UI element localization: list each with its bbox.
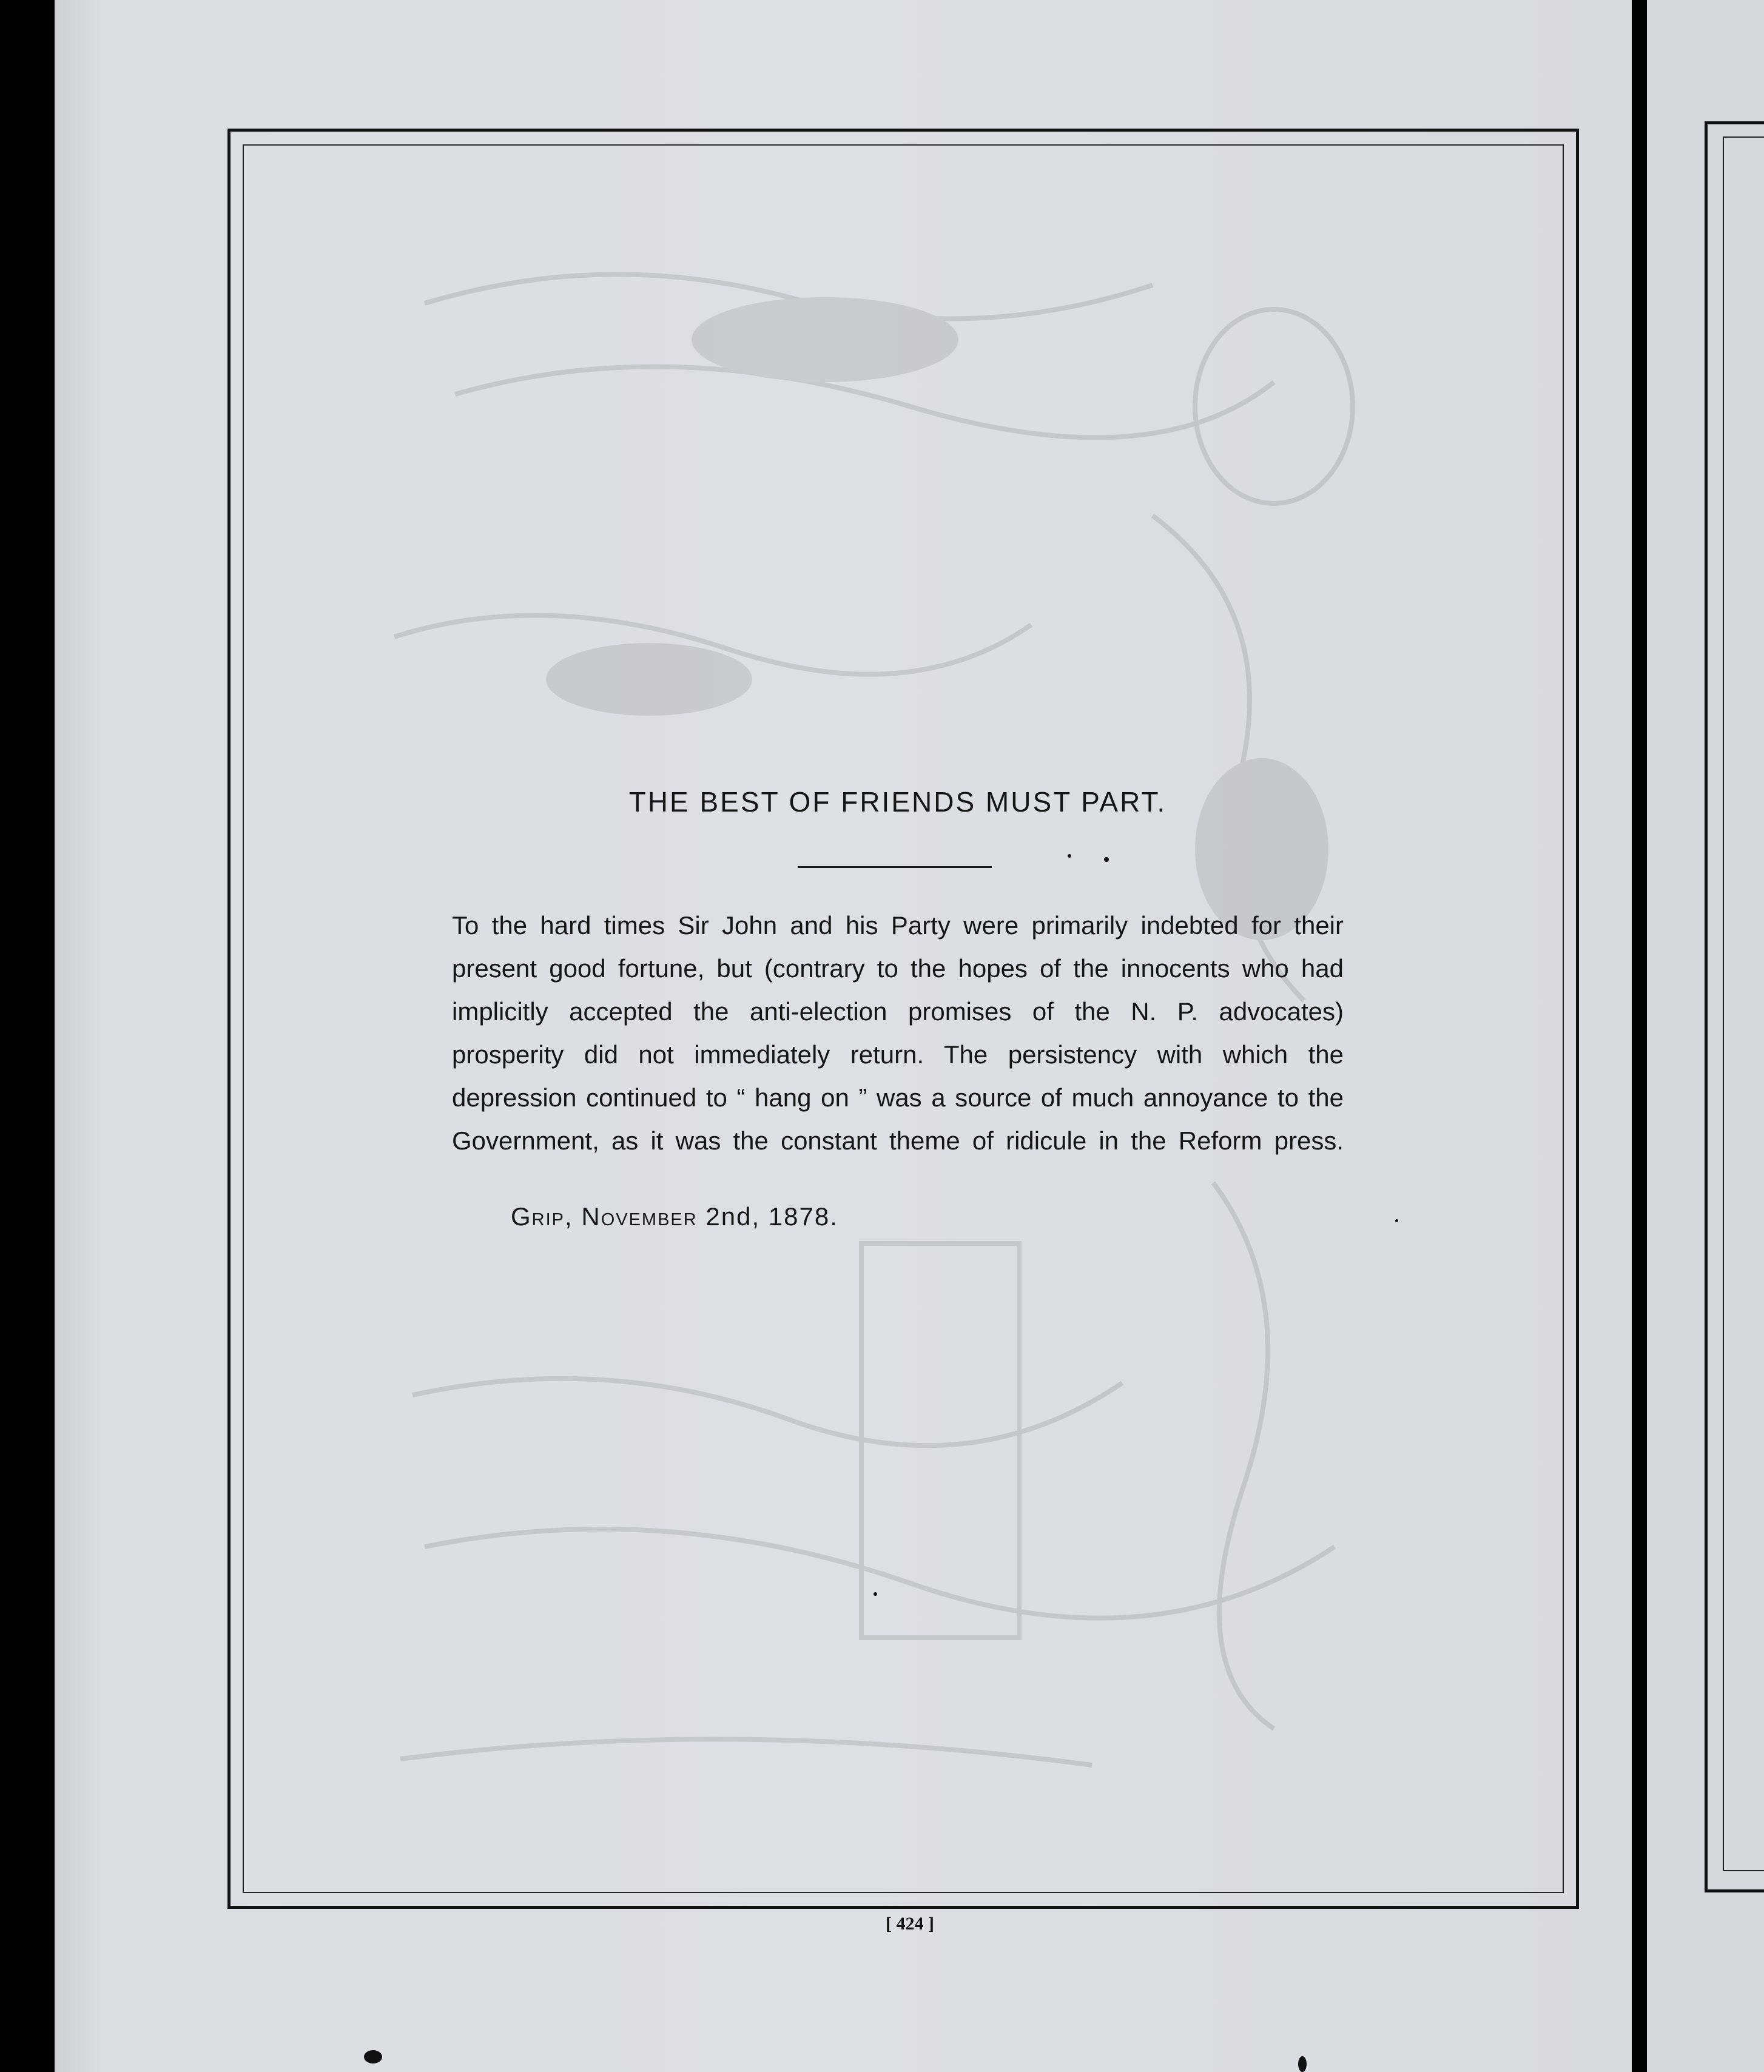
scan-speck (1298, 2056, 1307, 2072)
citation-day-year: 2nd, 1878. (705, 1202, 838, 1231)
paragraph-line: prosperity did not immediately return. The persistency with which the (452, 1040, 1344, 1069)
facing-page-edge (1647, 0, 1764, 2072)
page-number: [ 424 ] (886, 1914, 934, 1934)
paragraph-line: present good fortune, but (contrary to the hopes of the innocents who had (452, 954, 1344, 983)
paragraph-line: To the hard times Sir John and his Party were primarily indebted for their (452, 911, 1344, 940)
page-title: THE BEST OF FRIENDS MUST PART. (628, 786, 1167, 818)
scan-speck (364, 2050, 382, 2064)
paragraph-line: depression continued to “ hang on ” was a source of much annoyance to the (452, 1083, 1344, 1112)
scan-speck (1068, 854, 1071, 858)
facing-page-frame-inner (1723, 136, 1764, 1871)
paragraph-line: Government, as it was the constant theme of ridicule in the Reform press. (452, 1126, 1344, 1155)
citation-source: Grip, (511, 1202, 573, 1231)
scan-speck (874, 1592, 877, 1596)
title-divider (798, 866, 992, 868)
body-paragraph (452, 904, 1344, 1162)
scan-speck (1395, 1219, 1398, 1222)
source-citation (511, 1202, 838, 1231)
scan-speck (1104, 857, 1109, 862)
citation-month: November (581, 1202, 698, 1231)
paragraph-line: implicitly accepted the anti-election promises of the N. P. advocates) (452, 997, 1344, 1026)
